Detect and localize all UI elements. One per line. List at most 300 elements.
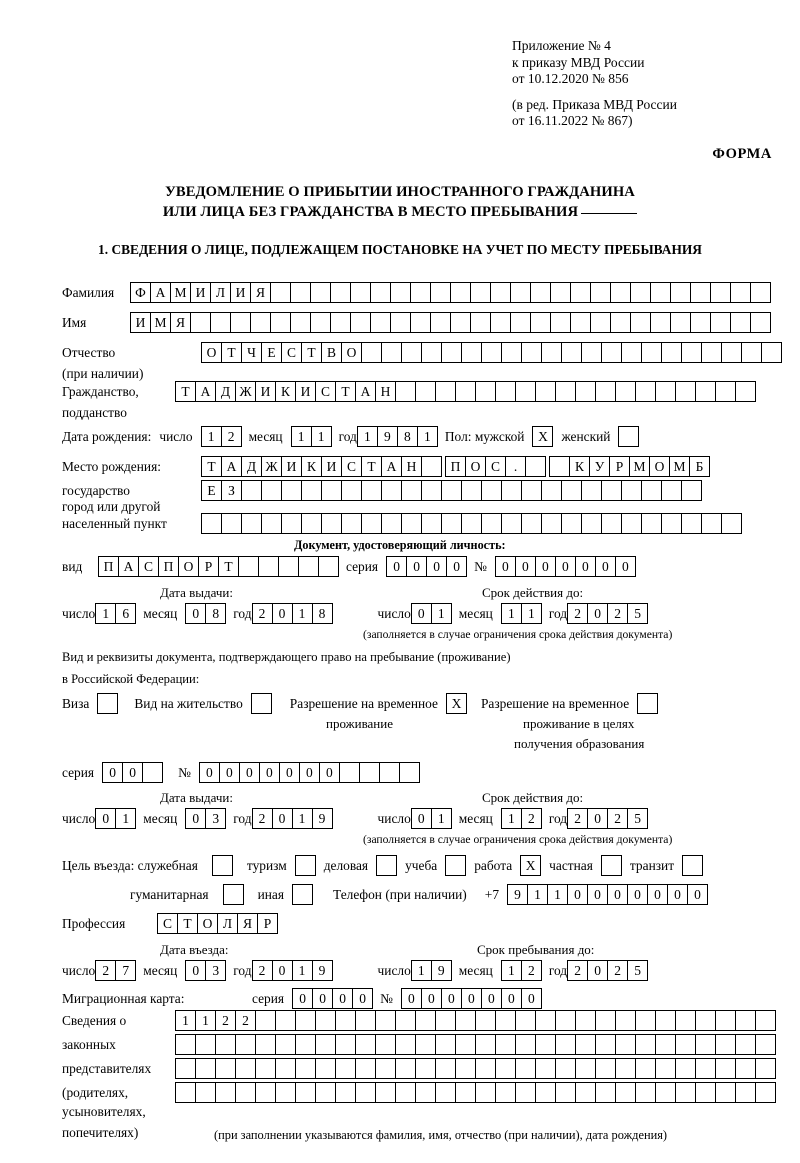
char-cell[interactable]: 0	[185, 960, 206, 981]
char-cell[interactable]	[330, 312, 351, 333]
char-cell[interactable]	[470, 312, 491, 333]
char-cell[interactable]	[401, 480, 422, 501]
char-cell[interactable]: 1	[547, 884, 568, 905]
char-cell[interactable]	[241, 480, 262, 501]
char-cell[interactable]	[361, 480, 382, 501]
char-cell[interactable]	[530, 282, 551, 303]
char-cell[interactable]	[270, 282, 291, 303]
char-cell[interactable]: Т	[201, 456, 222, 477]
char-cell[interactable]	[255, 1034, 276, 1055]
char-cell[interactable]	[359, 762, 380, 783]
char-cell[interactable]	[455, 1034, 476, 1055]
char-cell[interactable]	[735, 1082, 756, 1103]
char-cell[interactable]	[730, 312, 751, 333]
char-cell[interactable]	[375, 1010, 396, 1031]
char-cell[interactable]: 0	[401, 988, 422, 1009]
char-cell[interactable]: П	[98, 556, 119, 577]
char-cell[interactable]: Л	[210, 282, 231, 303]
char-cell[interactable]	[601, 342, 622, 363]
char-cell[interactable]	[195, 1058, 216, 1079]
char-cell[interactable]	[575, 1010, 596, 1031]
char-cell[interactable]: А	[221, 456, 242, 477]
char-cell[interactable]: 0	[587, 884, 608, 905]
char-cell[interactable]	[695, 1058, 716, 1079]
char-cell[interactable]: 1	[292, 960, 313, 981]
char-cell[interactable]: М	[170, 282, 191, 303]
char-cell[interactable]	[238, 556, 259, 577]
char-cell[interactable]	[390, 282, 411, 303]
char-cell[interactable]	[661, 513, 682, 534]
char-cell[interactable]: И	[321, 456, 342, 477]
char-cell[interactable]: 0	[239, 762, 260, 783]
char-cell[interactable]	[415, 1010, 436, 1031]
char-cell[interactable]	[555, 1082, 576, 1103]
char-cell[interactable]: О	[649, 456, 670, 477]
char-cell[interactable]: 0	[272, 603, 293, 624]
char-cell[interactable]	[335, 1034, 356, 1055]
char-cell[interactable]: М	[669, 456, 690, 477]
char-cell[interactable]: О	[341, 342, 362, 363]
char-cell[interactable]: 0	[535, 556, 556, 577]
char-cell[interactable]: 9	[312, 960, 333, 981]
char-cell[interactable]	[641, 513, 662, 534]
char-cell[interactable]	[350, 312, 371, 333]
char-cell[interactable]: С	[341, 456, 362, 477]
char-cell[interactable]	[278, 556, 299, 577]
char-cell[interactable]	[610, 312, 631, 333]
char-cell[interactable]: О	[465, 456, 486, 477]
char-cell[interactable]: 9	[507, 884, 528, 905]
char-cell[interactable]	[655, 1034, 676, 1055]
char-cell[interactable]: 1	[291, 426, 312, 447]
char-cell[interactable]: 2	[521, 960, 542, 981]
char-cell[interactable]	[481, 342, 502, 363]
char-cell[interactable]	[735, 1010, 756, 1031]
char-cell[interactable]	[515, 1082, 536, 1103]
char-cell[interactable]: Е	[201, 480, 222, 501]
char-cell[interactable]	[575, 1058, 596, 1079]
char-cell[interactable]	[415, 1058, 436, 1079]
char-cell[interactable]: 8	[205, 603, 226, 624]
char-cell[interactable]: 5	[627, 603, 648, 624]
char-cell[interactable]	[175, 1058, 196, 1079]
char-cell[interactable]	[435, 1058, 456, 1079]
char-cell[interactable]	[761, 342, 782, 363]
char-cell[interactable]	[395, 1082, 416, 1103]
char-cell[interactable]	[315, 1010, 336, 1031]
char-cell[interactable]	[450, 312, 471, 333]
char-cell[interactable]: 2	[252, 960, 273, 981]
char-cell[interactable]	[330, 282, 351, 303]
char-cell[interactable]	[755, 1010, 776, 1031]
char-cell[interactable]: К	[301, 456, 322, 477]
char-cell[interactable]: 5	[627, 808, 648, 829]
char-cell[interactable]	[575, 381, 596, 402]
char-cell[interactable]: 0	[122, 762, 143, 783]
char-cell[interactable]: О	[197, 913, 218, 934]
char-cell[interactable]	[495, 1058, 516, 1079]
birth-month-boxes[interactable]	[291, 426, 331, 447]
char-cell[interactable]	[321, 480, 342, 501]
char-cell[interactable]: Т	[177, 913, 198, 934]
char-cell[interactable]: А	[195, 381, 216, 402]
char-cell[interactable]	[670, 312, 691, 333]
char-cell[interactable]	[695, 1082, 716, 1103]
char-cell[interactable]: К	[275, 381, 296, 402]
char-cell[interactable]	[555, 1058, 576, 1079]
char-cell[interactable]	[721, 342, 742, 363]
char-cell[interactable]	[435, 381, 456, 402]
char-cell[interactable]	[590, 312, 611, 333]
char-cell[interactable]: 7	[115, 960, 136, 981]
char-cell[interactable]	[270, 312, 291, 333]
entry-year-boxes[interactable]	[252, 960, 332, 981]
char-cell[interactable]: 0	[587, 808, 608, 829]
char-cell[interactable]	[230, 312, 251, 333]
stay-month-boxes[interactable]	[501, 960, 541, 981]
char-cell[interactable]	[195, 1082, 216, 1103]
char-cell[interactable]	[675, 1034, 696, 1055]
char-cell[interactable]: Т	[221, 342, 242, 363]
char-cell[interactable]	[621, 480, 642, 501]
char-cell[interactable]: 5	[627, 960, 648, 981]
char-cell[interactable]	[341, 513, 362, 534]
char-cell[interactable]: 1	[411, 960, 432, 981]
purpose-work-checkbox[interactable]: X	[520, 855, 541, 876]
char-cell[interactable]	[315, 1034, 336, 1055]
char-cell[interactable]	[549, 456, 570, 477]
char-cell[interactable]	[515, 381, 536, 402]
phone-boxes[interactable]	[507, 884, 707, 905]
char-cell[interactable]	[310, 282, 331, 303]
char-cell[interactable]	[399, 762, 420, 783]
char-cell[interactable]	[701, 513, 722, 534]
char-cell[interactable]: 6	[115, 603, 136, 624]
char-cell[interactable]	[575, 1034, 596, 1055]
char-cell[interactable]: 0	[567, 884, 588, 905]
temporary-residence-checkbox[interactable]: X	[446, 693, 467, 714]
char-cell[interactable]	[735, 1034, 756, 1055]
char-cell[interactable]: 1	[95, 603, 116, 624]
char-cell[interactable]	[475, 381, 496, 402]
char-cell[interactable]: О	[178, 556, 199, 577]
char-cell[interactable]	[661, 480, 682, 501]
birth-place-city-boxes-line3[interactable]	[201, 513, 741, 534]
char-cell[interactable]	[281, 480, 302, 501]
char-cell[interactable]	[541, 513, 562, 534]
char-cell[interactable]: 0	[575, 556, 596, 577]
char-cell[interactable]: 8	[312, 603, 333, 624]
char-cell[interactable]	[421, 513, 442, 534]
char-cell[interactable]: 1	[431, 808, 452, 829]
char-cell[interactable]	[281, 513, 302, 534]
char-cell[interactable]	[710, 312, 731, 333]
char-cell[interactable]: 0	[185, 603, 206, 624]
char-cell[interactable]	[290, 312, 311, 333]
birth-year-boxes[interactable]	[357, 426, 437, 447]
char-cell[interactable]: 0	[199, 762, 220, 783]
char-cell[interactable]: 1	[501, 808, 522, 829]
char-cell[interactable]: С	[315, 381, 336, 402]
purpose-other-checkbox[interactable]	[292, 884, 313, 905]
char-cell[interactable]	[681, 480, 702, 501]
birth-place-city-boxes-line2[interactable]	[201, 480, 701, 501]
permit-valid-year-boxes[interactable]	[567, 808, 647, 829]
char-cell[interactable]	[461, 513, 482, 534]
char-cell[interactable]	[295, 1010, 316, 1031]
char-cell[interactable]	[621, 513, 642, 534]
char-cell[interactable]	[610, 282, 631, 303]
char-cell[interactable]	[221, 513, 242, 534]
char-cell[interactable]: Я	[250, 282, 271, 303]
char-cell[interactable]: Р	[198, 556, 219, 577]
sex-male-checkbox[interactable]: X	[532, 426, 553, 447]
char-cell[interactable]	[275, 1058, 296, 1079]
char-cell[interactable]: П	[445, 456, 466, 477]
char-cell[interactable]	[255, 1082, 276, 1103]
char-cell[interactable]	[401, 342, 422, 363]
char-cell[interactable]	[321, 513, 342, 534]
char-cell[interactable]	[590, 282, 611, 303]
char-cell[interactable]: 0	[595, 556, 616, 577]
char-cell[interactable]	[375, 1034, 396, 1055]
char-cell[interactable]	[495, 1082, 516, 1103]
char-cell[interactable]	[621, 342, 642, 363]
entry-day-boxes[interactable]	[95, 960, 135, 981]
char-cell[interactable]: 0	[607, 884, 628, 905]
char-cell[interactable]: 1	[521, 603, 542, 624]
char-cell[interactable]	[755, 1034, 776, 1055]
char-cell[interactable]	[730, 282, 751, 303]
doc-number-boxes[interactable]	[495, 556, 635, 577]
char-cell[interactable]	[515, 1058, 536, 1079]
char-cell[interactable]	[535, 1034, 556, 1055]
char-cell[interactable]	[535, 1082, 556, 1103]
char-cell[interactable]: 0	[446, 556, 467, 577]
char-cell[interactable]	[295, 1082, 316, 1103]
char-cell[interactable]	[581, 342, 602, 363]
char-cell[interactable]	[335, 1058, 356, 1079]
char-cell[interactable]: И	[230, 282, 251, 303]
char-cell[interactable]	[410, 282, 431, 303]
char-cell[interactable]	[650, 282, 671, 303]
char-cell[interactable]	[430, 282, 451, 303]
char-cell[interactable]: Ж	[261, 456, 282, 477]
char-cell[interactable]	[521, 342, 542, 363]
char-cell[interactable]: Т	[301, 342, 322, 363]
char-cell[interactable]: 1	[501, 960, 522, 981]
char-cell[interactable]: 2	[567, 960, 588, 981]
char-cell[interactable]	[415, 381, 436, 402]
char-cell[interactable]	[681, 342, 702, 363]
char-cell[interactable]	[521, 513, 542, 534]
char-cell[interactable]: Т	[335, 381, 356, 402]
char-cell[interactable]: З	[221, 480, 242, 501]
char-cell[interactable]: Д	[215, 381, 236, 402]
char-cell[interactable]	[661, 342, 682, 363]
char-cell[interactable]: 0	[555, 556, 576, 577]
char-cell[interactable]: 1	[357, 426, 378, 447]
char-cell[interactable]: И	[295, 381, 316, 402]
char-cell[interactable]	[215, 1034, 236, 1055]
issue-year-boxes[interactable]	[252, 603, 332, 624]
char-cell[interactable]	[635, 1082, 656, 1103]
char-cell[interactable]: 1	[195, 1010, 216, 1031]
char-cell[interactable]	[735, 1058, 756, 1079]
char-cell[interactable]: 9	[312, 808, 333, 829]
char-cell[interactable]: 9	[377, 426, 398, 447]
char-cell[interactable]	[570, 312, 591, 333]
char-cell[interactable]: 0	[421, 988, 442, 1009]
char-cell[interactable]: 1	[115, 808, 136, 829]
char-cell[interactable]	[215, 1082, 236, 1103]
birth-place-state-boxes[interactable]	[201, 456, 709, 477]
char-cell[interactable]	[715, 381, 736, 402]
char-cell[interactable]: 0	[386, 556, 407, 577]
char-cell[interactable]: 0	[272, 808, 293, 829]
char-cell[interactable]	[335, 1010, 356, 1031]
permit-issue-month-boxes[interactable]	[185, 808, 225, 829]
char-cell[interactable]	[318, 556, 339, 577]
char-cell[interactable]	[495, 381, 516, 402]
char-cell[interactable]: 0	[279, 762, 300, 783]
char-cell[interactable]: 3	[205, 960, 226, 981]
char-cell[interactable]	[570, 282, 591, 303]
char-cell[interactable]: А	[355, 381, 376, 402]
char-cell[interactable]	[481, 513, 502, 534]
char-cell[interactable]	[250, 312, 271, 333]
char-cell[interactable]	[261, 513, 282, 534]
char-cell[interactable]: 1	[501, 603, 522, 624]
char-cell[interactable]	[490, 282, 511, 303]
char-cell[interactable]	[310, 312, 331, 333]
char-cell[interactable]	[615, 381, 636, 402]
char-cell[interactable]: 1	[527, 884, 548, 905]
char-cell[interactable]	[195, 1034, 216, 1055]
birth-day-boxes[interactable]	[201, 426, 241, 447]
char-cell[interactable]	[461, 342, 482, 363]
char-cell[interactable]	[375, 1082, 396, 1103]
char-cell[interactable]	[315, 1082, 336, 1103]
issue-month-boxes[interactable]	[185, 603, 225, 624]
migration-card-series-boxes[interactable]	[292, 988, 372, 1009]
char-cell[interactable]	[541, 342, 562, 363]
char-cell[interactable]: 2	[607, 603, 628, 624]
legal-rep-boxes-row-2[interactable]	[175, 1034, 775, 1055]
char-cell[interactable]	[441, 342, 462, 363]
char-cell[interactable]: 0	[587, 960, 608, 981]
char-cell[interactable]	[235, 1082, 256, 1103]
char-cell[interactable]: 0	[441, 988, 462, 1009]
char-cell[interactable]: Б	[689, 456, 710, 477]
char-cell[interactable]: Ж	[235, 381, 256, 402]
char-cell[interactable]	[235, 1058, 256, 1079]
char-cell[interactable]	[655, 1058, 676, 1079]
valid-month-boxes[interactable]	[501, 603, 541, 624]
char-cell[interactable]	[450, 282, 471, 303]
char-cell[interactable]: 1	[431, 603, 452, 624]
char-cell[interactable]: 0	[102, 762, 123, 783]
char-cell[interactable]	[595, 1058, 616, 1079]
purpose-tourism-checkbox[interactable]	[295, 855, 316, 876]
char-cell[interactable]	[635, 381, 656, 402]
char-cell[interactable]: 0	[521, 988, 542, 1009]
char-cell[interactable]	[750, 282, 771, 303]
char-cell[interactable]	[395, 1010, 416, 1031]
char-cell[interactable]	[241, 513, 262, 534]
stay-day-boxes[interactable]	[411, 960, 451, 981]
permit-issue-year-boxes[interactable]	[252, 808, 332, 829]
legal-rep-boxes-row-1[interactable]	[175, 1010, 775, 1031]
char-cell[interactable]	[475, 1034, 496, 1055]
char-cell[interactable]: 0	[627, 884, 648, 905]
char-cell[interactable]	[395, 1058, 416, 1079]
char-cell[interactable]	[681, 513, 702, 534]
char-cell[interactable]: 0	[319, 762, 340, 783]
legal-rep-boxes-row-4[interactable]	[175, 1082, 775, 1103]
char-cell[interactable]	[741, 342, 762, 363]
char-cell[interactable]	[550, 282, 571, 303]
char-cell[interactable]: 0	[687, 884, 708, 905]
char-cell[interactable]	[501, 342, 522, 363]
purpose-private-checkbox[interactable]	[601, 855, 622, 876]
char-cell[interactable]	[475, 1058, 496, 1079]
char-cell[interactable]	[435, 1010, 456, 1031]
char-cell[interactable]: 2	[607, 960, 628, 981]
char-cell[interactable]	[581, 480, 602, 501]
char-cell[interactable]	[501, 513, 522, 534]
char-cell[interactable]	[495, 1034, 516, 1055]
char-cell[interactable]	[510, 282, 531, 303]
char-cell[interactable]: А	[150, 282, 171, 303]
char-cell[interactable]	[635, 1058, 656, 1079]
char-cell[interactable]: 0	[312, 988, 333, 1009]
temporary-education-checkbox[interactable]	[637, 693, 658, 714]
char-cell[interactable]: Н	[375, 381, 396, 402]
char-cell[interactable]	[695, 1034, 716, 1055]
char-cell[interactable]: 0	[667, 884, 688, 905]
permit-series-boxes[interactable]	[102, 762, 162, 783]
char-cell[interactable]: 0	[259, 762, 280, 783]
char-cell[interactable]: 0	[272, 960, 293, 981]
char-cell[interactable]	[470, 282, 491, 303]
char-cell[interactable]	[641, 480, 662, 501]
char-cell[interactable]	[715, 1058, 736, 1079]
char-cell[interactable]	[615, 1010, 636, 1031]
char-cell[interactable]: 1	[292, 603, 313, 624]
char-cell[interactable]: И	[255, 381, 276, 402]
profession-boxes[interactable]	[157, 913, 277, 934]
char-cell[interactable]	[379, 762, 400, 783]
char-cell[interactable]	[481, 480, 502, 501]
char-cell[interactable]	[655, 1082, 676, 1103]
char-cell[interactable]: .	[505, 456, 526, 477]
char-cell[interactable]	[210, 312, 231, 333]
char-cell[interactable]	[175, 1082, 196, 1103]
char-cell[interactable]: 2	[607, 808, 628, 829]
char-cell[interactable]: 0	[481, 988, 502, 1009]
char-cell[interactable]	[615, 1082, 636, 1103]
char-cell[interactable]	[215, 1058, 236, 1079]
char-cell[interactable]: С	[157, 913, 178, 934]
char-cell[interactable]: В	[321, 342, 342, 363]
char-cell[interactable]	[710, 282, 731, 303]
char-cell[interactable]: М	[629, 456, 650, 477]
char-cell[interactable]	[555, 1034, 576, 1055]
char-cell[interactable]	[535, 381, 556, 402]
char-cell[interactable]	[561, 342, 582, 363]
char-cell[interactable]: 1	[311, 426, 332, 447]
